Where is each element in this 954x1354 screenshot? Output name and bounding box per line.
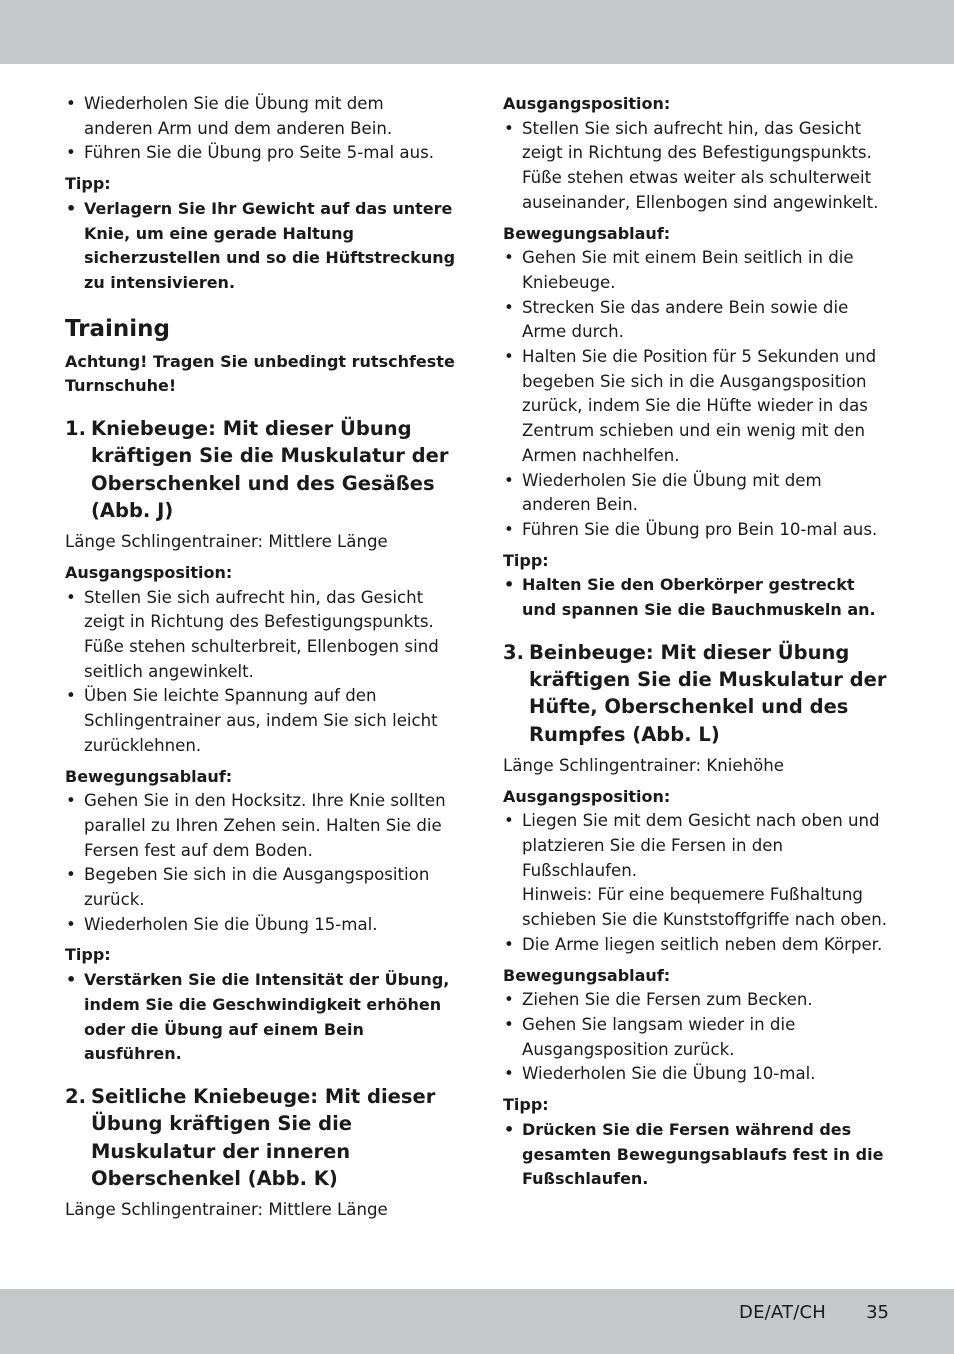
tip-item: • Drücken Sie die Fersen während des gesamten Bewegungsablaufs fest in die Fußschlaufen. bbox=[503, 1118, 893, 1192]
list-item: • Wiederholen Sie die Übung 10-mal. bbox=[503, 1062, 893, 1087]
list-item: • Wiederholen Sie die Übung 15-mal. bbox=[65, 913, 457, 938]
list-item: • Strecken Sie das andere Bein sowie die Arme durch. bbox=[503, 296, 893, 345]
intro-list bbox=[65, 92, 457, 166]
exercise-number: 3. bbox=[503, 640, 524, 664]
exercise-title: Kniebeuge: Mit dieser Übung kräftigen Sie die Muskulatur der Oberschenkel und des Gesäßes (Abb. J) bbox=[91, 417, 449, 522]
list-item: • Führen Sie die Übung pro Seite 5-mal aus. bbox=[65, 141, 457, 166]
movement-list bbox=[503, 988, 893, 1087]
start-list bbox=[503, 117, 893, 216]
list-item: • Üben Sie leichte Spannung auf den Schlingentrainer aus, indem Sie sich leicht zurücklehnen. bbox=[65, 684, 457, 758]
start-label: Ausgangsposition: bbox=[503, 786, 671, 806]
exercise-heading bbox=[503, 639, 893, 748]
list-item: • Gehen Sie langsam wieder in die Ausgangsposition zurück. bbox=[503, 1013, 893, 1062]
list-item bbox=[503, 809, 893, 933]
trainer-length: Länge Schlingentrainer: Mittlere Länge bbox=[65, 1200, 388, 1220]
tip-list bbox=[65, 968, 457, 1067]
exercise-number: 1. bbox=[65, 417, 86, 441]
list-item: • Begeben Sie sich in die Ausgangsposition zurück. bbox=[65, 863, 457, 912]
tip-item: • Halten Sie den Oberkörper gestreckt und spannen Sie die Bauchmuskeln an. bbox=[503, 573, 893, 622]
start-label: Ausgangsposition: bbox=[65, 562, 233, 582]
left-column bbox=[65, 92, 457, 1223]
movement-label: Bewegungsablauf: bbox=[503, 965, 671, 985]
trainer-length: Länge Schlingentrainer: Kniehöhe bbox=[503, 755, 784, 775]
tip-label: Tipp: bbox=[503, 550, 549, 570]
tip-label: Tipp: bbox=[65, 945, 111, 965]
exercise-heading bbox=[65, 1083, 457, 1192]
exercise-heading bbox=[65, 415, 457, 524]
movement-label: Bewegungsablauf: bbox=[503, 223, 671, 243]
movement-list bbox=[65, 789, 457, 937]
tip-list bbox=[503, 1118, 893, 1192]
page-number: 35 bbox=[866, 1302, 889, 1323]
list-item: • Stellen Sie sich aufrecht hin, das Gesicht zeigt in Richtung des Befestigungspunkts. Füße stehen schulterbreit, Ellenbogen sind seitlich angewinkelt. bbox=[65, 586, 457, 685]
list-item: • Wiederholen Sie die Übung mit dem anderen Bein. bbox=[503, 469, 893, 518]
tip-label: Tipp: bbox=[503, 1095, 549, 1115]
list-item: • Wiederholen Sie die Übung mit dem anderen Arm und dem anderen Bein. bbox=[65, 92, 457, 141]
list-item: • Gehen Sie mit einem Bein seitlich in die Kniebeuge. bbox=[503, 246, 893, 295]
movement-label: Bewegungsablauf: bbox=[65, 766, 233, 786]
start-label: Ausgangsposition: bbox=[503, 94, 671, 113]
header-band bbox=[0, 0, 954, 64]
tip-label: Tipp: bbox=[65, 174, 111, 194]
trainer-length: Länge Schlingentrainer: Mittlere Länge bbox=[65, 532, 388, 552]
movement-list bbox=[503, 246, 893, 542]
list-item: • Stellen Sie sich aufrecht hin, das Gesicht zeigt in Richtung des Befestigungspunkts. Füße stehen etwas weiter als schulterweit auseinander, Ellenbogen sind angewinkelt. bbox=[503, 117, 893, 216]
footer-region: DE/AT/CH bbox=[739, 1302, 826, 1323]
exercise-title: Seitliche Kniebeuge: Mit dieser Übung kräftigen Sie die Muskulatur der inneren Oberschenkel (Abb. K) bbox=[91, 1084, 436, 1190]
tip-item: • Verstärken Sie die Intensität der Übung, indem Sie die Geschwindigkeit erhöhen oder die Übung auf einem Bein ausführen. bbox=[65, 968, 457, 1067]
list-item-note: Hinweis: Für eine bequemere Fußhaltung schieben Sie die Kunststoffgriffe nach oben. bbox=[522, 885, 888, 930]
warning-text: Achtung! Tragen Sie unbedingt rutschfeste Turnschuhe! bbox=[65, 351, 455, 396]
exercise-title: Beinbeuge: Mit dieser Übung kräftigen Sie die Muskulatur der Hüfte, Oberschenkel und des Rumpfes (Abb. L) bbox=[529, 640, 887, 746]
list-item: • Führen Sie die Übung pro Bein 10-mal aus. bbox=[503, 518, 893, 543]
list-item: • Halten Sie die Position für 5 Sekunden und begeben Sie sich in die Ausgangsposition zurück, indem Sie die Hüfte wieder in das Zentrum schieben und ein wenig mit den Armen nachhelfen. bbox=[503, 345, 893, 469]
start-list bbox=[65, 586, 457, 759]
right-column bbox=[503, 92, 893, 1192]
list-item: • Die Arme liegen seitlich neben dem Körper. bbox=[503, 933, 893, 958]
tip-list bbox=[503, 573, 893, 622]
section-title: Training bbox=[65, 315, 171, 342]
list-item: • Ziehen Sie die Fersen zum Becken. bbox=[503, 988, 893, 1013]
tip-item: • Verlagern Sie Ihr Gewicht auf das untere Knie, um eine gerade Haltung sicherzustellen und so die Hüftstreckung zu intensivieren. bbox=[65, 197, 457, 296]
start-list bbox=[503, 809, 893, 957]
exercise-number: 2. bbox=[65, 1084, 86, 1108]
list-item: • Gehen Sie in den Hocksitz. Ihre Knie sollten parallel zu Ihren Zehen sein. Halten Sie die Fersen fest auf dem Boden. bbox=[65, 789, 457, 863]
tip-list bbox=[65, 197, 457, 296]
list-item-text: • Liegen Sie mit dem Gesicht nach oben und platzieren Sie die Fersen in den Fußschlaufen. bbox=[522, 811, 880, 880]
